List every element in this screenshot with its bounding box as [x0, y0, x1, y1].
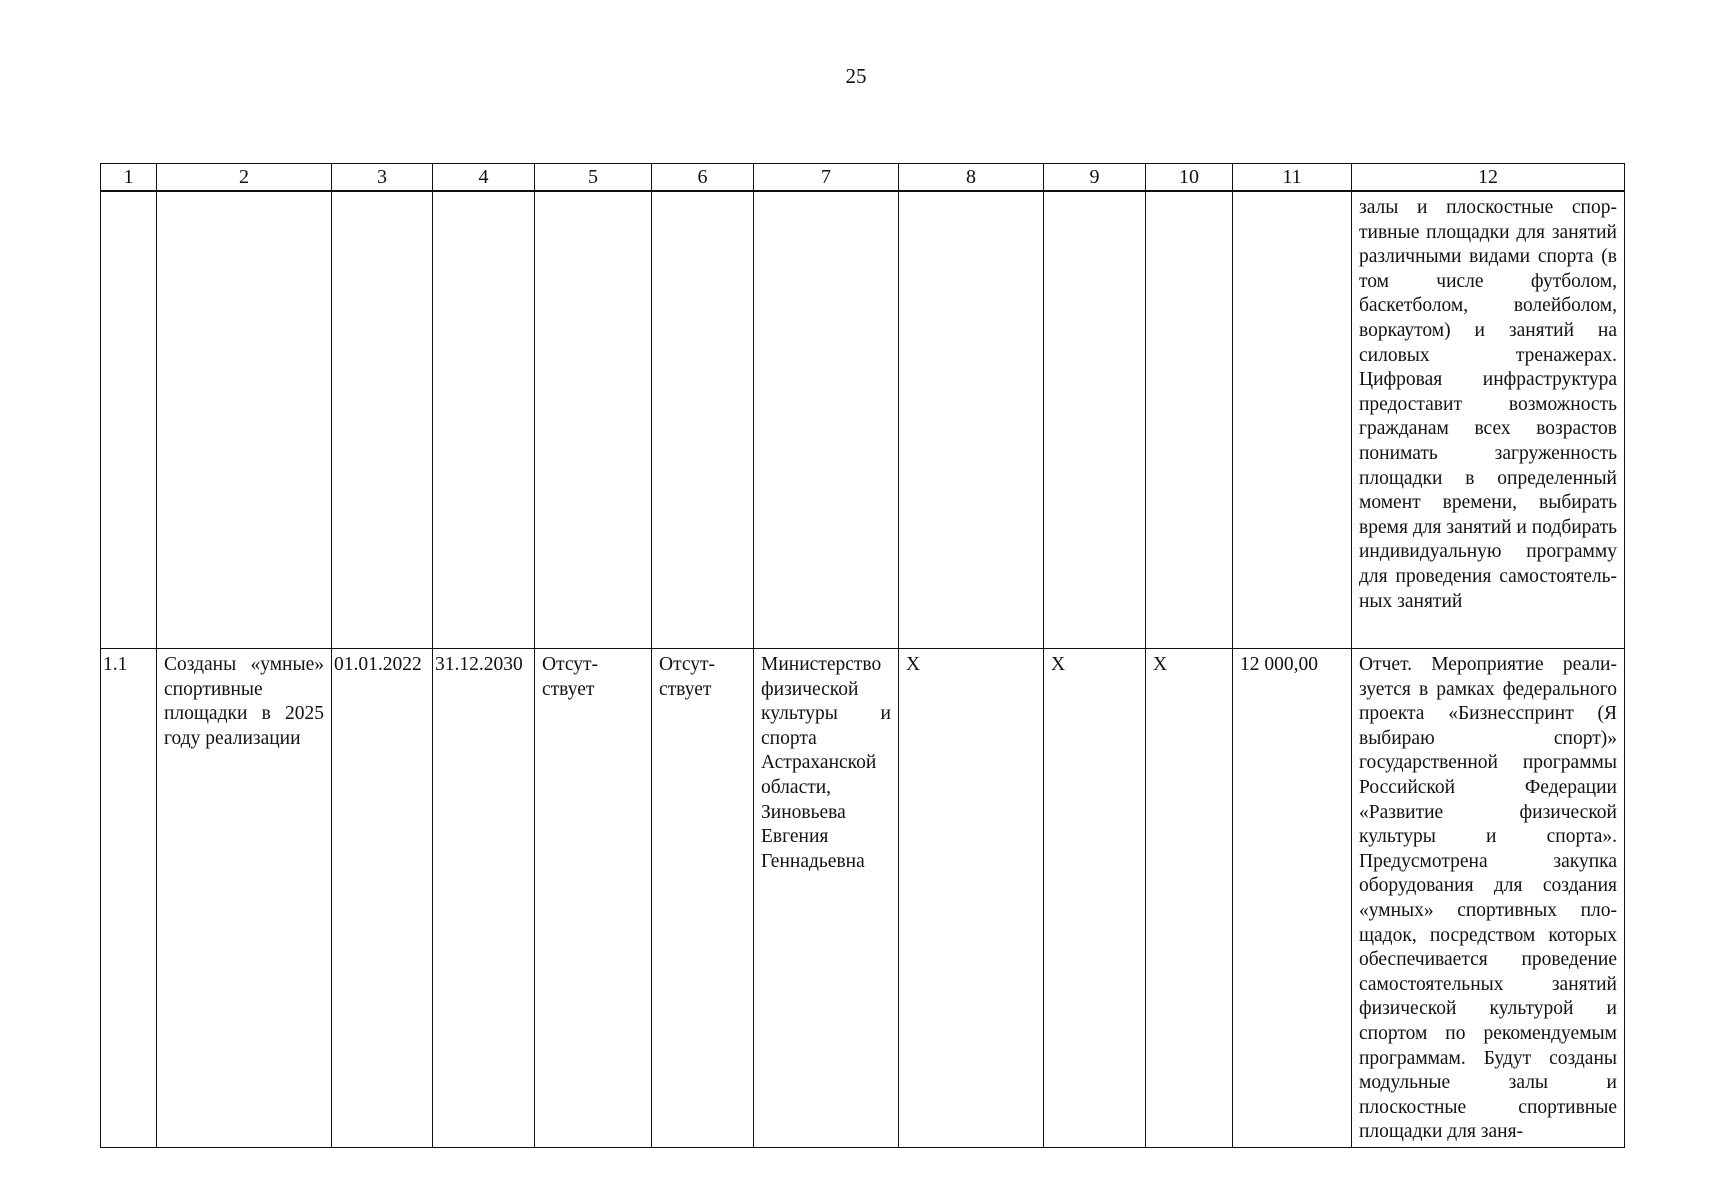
header-col-1: 1: [101, 164, 157, 192]
cell-end-date: 31.12.2030: [433, 649, 535, 1148]
header-col-5: 5: [535, 164, 652, 192]
cell-empty: [652, 191, 754, 649]
cell-empty: [899, 191, 1044, 649]
cell-item-number: 1.1: [101, 649, 157, 1148]
cell-empty: [101, 191, 157, 649]
cell-funding-amount: 12 000,00: [1233, 649, 1352, 1148]
cell-empty: [157, 191, 332, 649]
report-table: [100, 163, 1625, 1148]
header-col-3: 3: [332, 164, 433, 192]
cell-empty: [1233, 191, 1352, 649]
cell-col-8: X: [899, 649, 1044, 1148]
header-col-12: 12: [1352, 164, 1625, 192]
header-col-11: 11: [1233, 164, 1352, 192]
cell-empty: [535, 191, 652, 649]
header-col-6: 6: [652, 164, 754, 192]
cell-col-6: Отсутствует: [652, 649, 754, 1148]
header-col-8: 8: [899, 164, 1044, 192]
cell-description: Отчет. Мероприятие реализуется в рамках федерального проекта «Бизнесспринт (Я выбираю спорт)» государственной программы Российской Федерации «Развитие физической культуры и спорта». Предусмотрена закупка оборудования для создания «умных» спортивных площадок, посредством которых обеспечивается проведение самостоятельных занятий физической культурой и спортом по рекомендуемым программам. Будут созданы модульные залы и плоскостные спортивные площадки для заня-: [1352, 649, 1625, 1148]
cell-empty: [1044, 191, 1146, 649]
header-row: [101, 164, 1625, 192]
cell-empty: [332, 191, 433, 649]
table-row-continuation: [101, 191, 1625, 649]
cell-start-date: 01.01.2022: [332, 649, 433, 1148]
cell-result-name: Созданы «умные» спортивные площадки в 2025 году реализации: [157, 649, 332, 1148]
cell-responsible: Министерство физической культуры и спорта Астраханской области, Зиновьева Евгения Геннадьевна: [754, 649, 899, 1148]
header-col-4: 4: [433, 164, 535, 192]
header-col-7: 7: [754, 164, 899, 192]
cell-col-5: Отсутствует: [535, 649, 652, 1148]
header-col-10: 10: [1146, 164, 1233, 192]
cell-empty: [754, 191, 899, 649]
cell-col-9: X: [1044, 649, 1146, 1148]
cell-empty: [1146, 191, 1233, 649]
cell-col-10: X: [1146, 649, 1233, 1148]
table-row-1-1: [101, 649, 1625, 1148]
page-number: 25: [845, 64, 867, 88]
cell-description-continued: залы и плоскостные спортивные площадки для занятий различными видами спорта (в том числе футболом, баскетболом, волейболом, воркаутом) и занятий на силовых тренажерах. Цифровая инфраструктура предоставит возможность гражданам всех возрастов понимать загруженность площадки в определенный момент времени, выбирать время для занятий и подбирать индивидуальную программу для проведения самостоятельных занятий: [1352, 191, 1625, 649]
header-col-9: 9: [1044, 164, 1146, 192]
header-col-2: 2: [157, 164, 332, 192]
cell-empty: [433, 191, 535, 649]
